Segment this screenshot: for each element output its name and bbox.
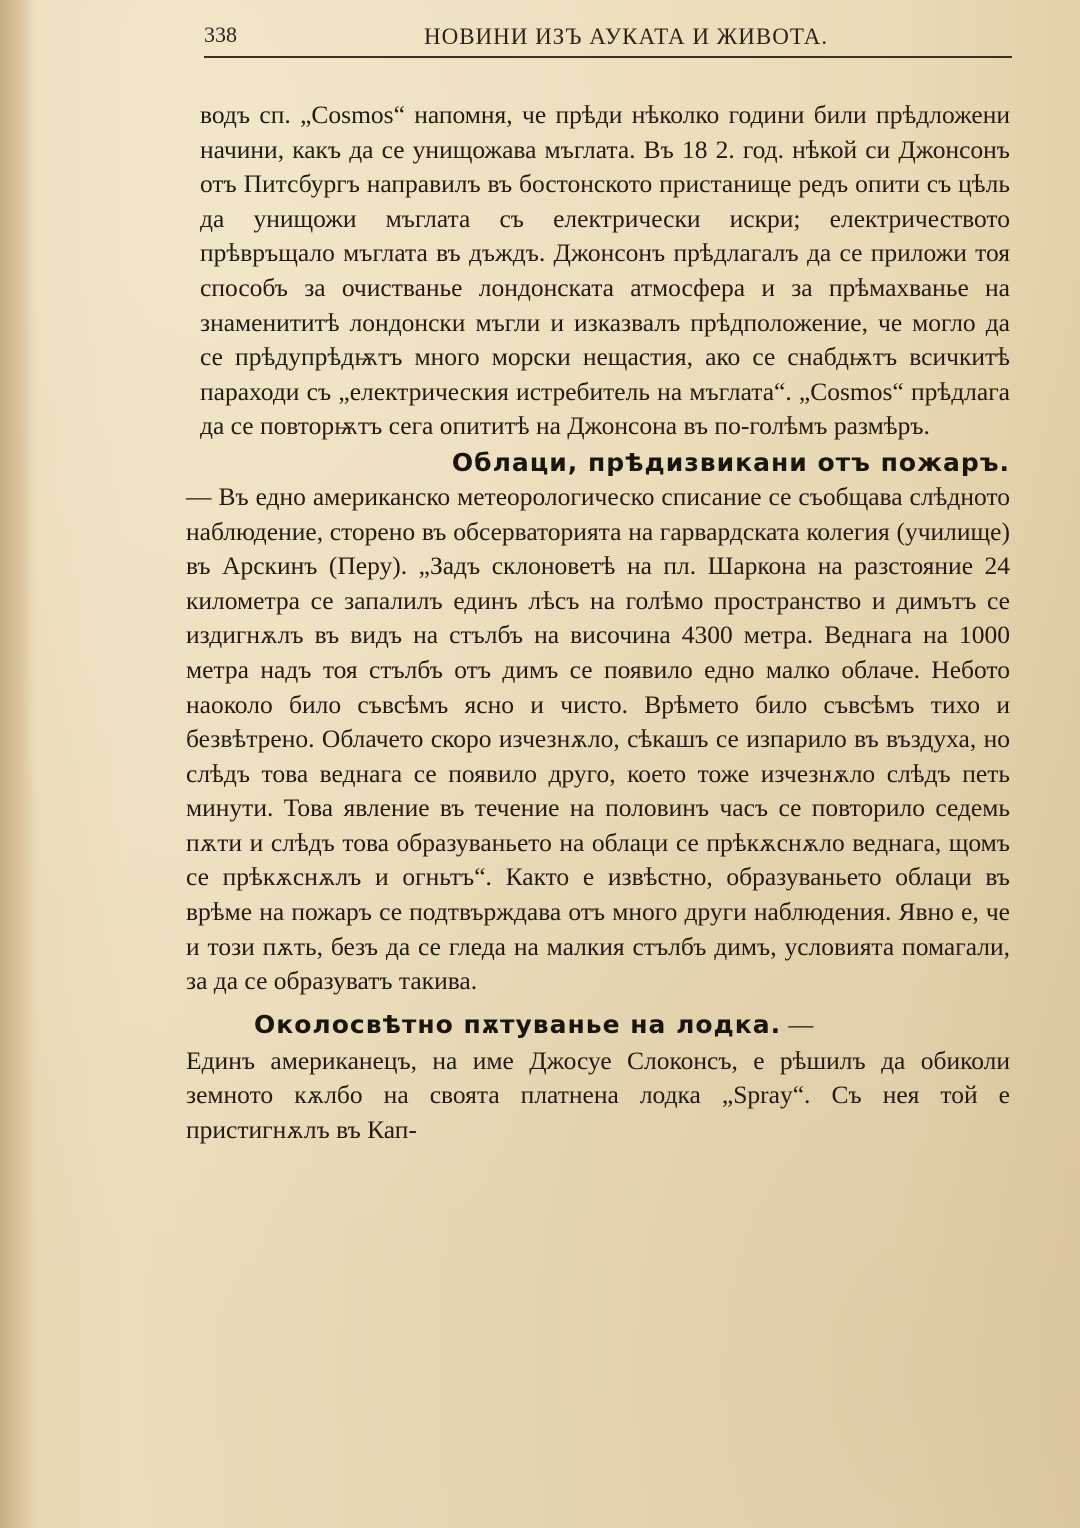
article-paragraph-fog: водъ сп. „Cosmos“ напомня, че прѣди нѣколко години били прѣдложени начини, какъ да се унищожава мъглата. Въ 18 2. год. нѣкой си Джонсонъ отъ Питсбургъ направилъ въ бостонското пристанище редъ опити съ цѣль да унищожи мъглата съ електрически искри; електричеството прѣвръщало мъглата въ дъждъ. Джонсонъ прѣдлагалъ да се приложи тоя способъ за очистванье лондонската атмосфера и за прѣмахванье на знаменититѣ лондонски мъгли и изказвалъ прѣдположение, че могло да се прѣдупрѣдѭтъ много морски нещастия, ако се снабдѭтъ всичкитѣ параходи съ „електрическия истребитель на мъглата“. „Cosmos“ прѣдлага да се повторѭтъ сега опититѣ на Джонсона въ по-голѣмъ размѣръ. [200,100,1010,441]
article-heading-boat [186,1007,1010,1044]
page-header [204,22,1012,62]
page-number: 338 [204,22,237,47]
running-title: НОВИНИ ИЗЪ АУКАТА И ЖИВОТА. [424,24,829,49]
page-spine-shadow [0,0,34,1528]
article-body [186,98,1010,1148]
heading-dash: — [781,1011,815,1039]
header-rule [204,56,1012,58]
article-paragraph-boat: Единъ американецъ, на име Джосуе Слоконсъ, е рѣшилъ да обиколи земното кѫлбо на своята платнена лодка „Spray“. Съ нея той е пристигнѫлъ въ Кап- [186,1045,1010,1145]
article-heading-boat-title: Околосвѣтно пѫтуванье на лодка. [254,1009,782,1039]
article-paragraph-clouds: — Въ едно американско метеорологическо списание се съобщава слѣдното наблюдение, сторено въ обсерваторията на гарвардската колегия (училище) въ Арскинъ (Перу). „Задъ склоноветѣ на пл. Шаркона на разстояние 24 километра се запалилъ единъ лѣсъ на голѣмо пространство и димътъ се издигнѫлъ въ видъ на стълбъ на височина 4300 метра. Веднага на 1000 метра надъ тоя стълбъ отъ димъ се появило едно малко облаче. Небото наоколо било съвсѣмъ ясно и чисто. Врѣмето било съвсѣмъ тихо и безвѣтрено. Облачето скоро изчезнѫло, сѣкашъ се изпарило въ въздуха, но слѣдъ това веднага се появило друго, което тоже изчезнѫло слѣдъ петь минути. Това явление въ течение на половинъ часъ се повторило седемь пѫти и слѣдъ това образуваньето на облаци се прѣкѫснѫло веднага, щомъ се прѣкѫснѫлъ и огньтъ“. Както е извѣстно, образуваньето облаци въ врѣме на пожаръ се подтвърждава отъ много други наблюдения. Явно е, че и този пѫть, безъ да се гледа на малкия стълбъ димъ, условията помагали, за да се образуватъ такива. [186,481,1010,996]
article-heading-clouds: Облаци, прѣдизвикани отъ пожаръ. [451,447,1010,477]
